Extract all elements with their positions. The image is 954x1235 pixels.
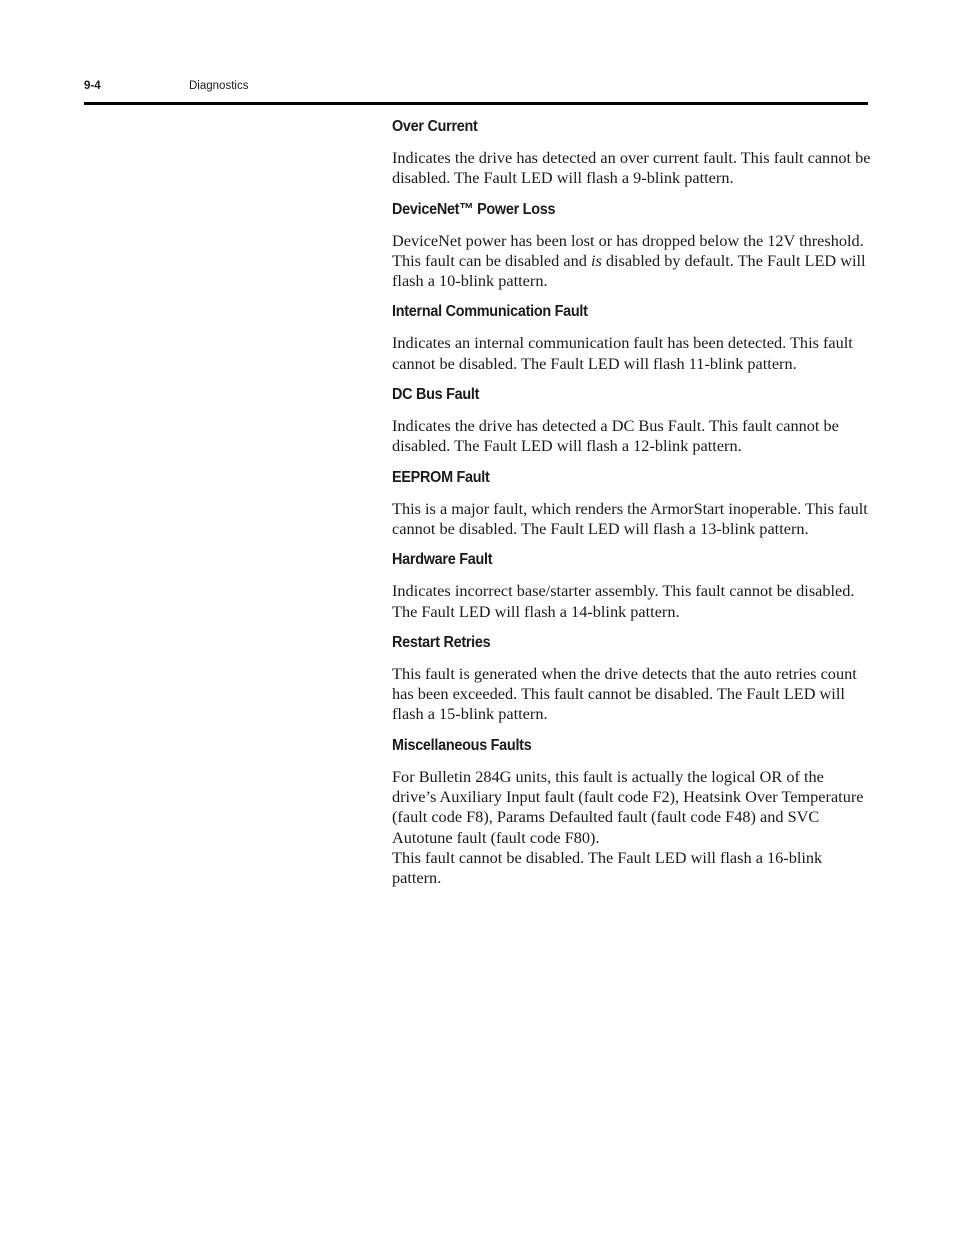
section-paragraph: This is a major fault, which renders the ArmorStart inoperable. This fault cannot be disabled. The Fault LED will flash a 13-blink pattern.: [392, 498, 868, 538]
page-number: 9-4: [84, 80, 101, 92]
section-paragraph: Indicates incorrect base/starter assembly. This fault cannot be disabled. The Fault LED will flash a 14-blink pattern.: [392, 581, 855, 621]
section-body: [392, 664, 872, 725]
section-paragraph: [392, 231, 872, 292]
section-restart-retries: [392, 632, 872, 725]
section-paragraph: Indicates the drive has detected an over current fault. This fault cannot be disabled. The Fault LED will flash a 9-blink pattern.: [392, 148, 871, 188]
paragraph-text: DeviceNet power has been lost or has dropped below the 12V threshold. This fault can be disabled and: [392, 230, 864, 270]
section-miscellaneous-faults: [392, 735, 872, 889]
section-eeprom-fault: [392, 467, 872, 540]
section-heading: Internal Communication Fault: [392, 303, 588, 321]
chapter-title: Diagnostics: [189, 80, 249, 92]
section-heading: Miscellaneous Faults: [392, 736, 532, 754]
section-paragraph: For Bulletin 284G units, this fault is actually the logical OR of the drive’s Auxiliary Input fault (fault code F2), Heatsink Over Temperature (fault code F8), Params Defaulted fault (fault code F48) and SVC Autotune fault (fault code F80).: [392, 766, 864, 847]
section-body: [392, 767, 872, 889]
section-body: [392, 231, 872, 292]
section-paragraph: This fault cannot be disabled. The Fault LED will flash a 16-blink pattern.: [392, 847, 823, 888]
section-over-current: [392, 116, 872, 189]
section-paragraph: Indicates an internal communication fault has been detected. This fault cannot be disabled. The Fault LED will flash 11-blink pattern.: [392, 333, 853, 373]
section-heading: Hardware Fault: [392, 551, 493, 569]
section-heading: EEPROM Fault: [392, 468, 490, 486]
section-heading: DeviceNet™ Power Loss: [392, 200, 556, 218]
section-body: [392, 581, 872, 622]
section-paragraph: Indicates the drive has detected a DC Bus Fault. This fault cannot be disabled. The Fault LED will flash a 12-blink pattern.: [392, 416, 839, 456]
section-heading: DC Bus Fault: [392, 386, 480, 404]
section-internal-communication-fault: [392, 301, 872, 374]
section-heading: Restart Retries: [392, 633, 491, 651]
section-body: [392, 148, 872, 189]
section-heading: Over Current: [392, 118, 478, 135]
section-body: [392, 333, 872, 374]
paragraph-text: disabled by default. The Fault LED will flash a 10-blink pattern.: [392, 250, 866, 291]
section-hardware-fault: [392, 549, 872, 622]
section-paragraph: This fault is generated when the drive detects that the auto retries count has been exceeded. This fault cannot be disabled. The Fault LED will flash a 15-blink pattern.: [392, 663, 857, 724]
page-header: [84, 80, 868, 98]
paragraph-emphasis: is: [590, 250, 602, 270]
header-divider: [84, 102, 868, 105]
main-content: [392, 116, 872, 899]
section-devicenet-power-loss: [392, 199, 872, 292]
section-body: [392, 499, 872, 540]
section-dc-bus-fault: [392, 384, 872, 457]
section-body: [392, 416, 872, 457]
